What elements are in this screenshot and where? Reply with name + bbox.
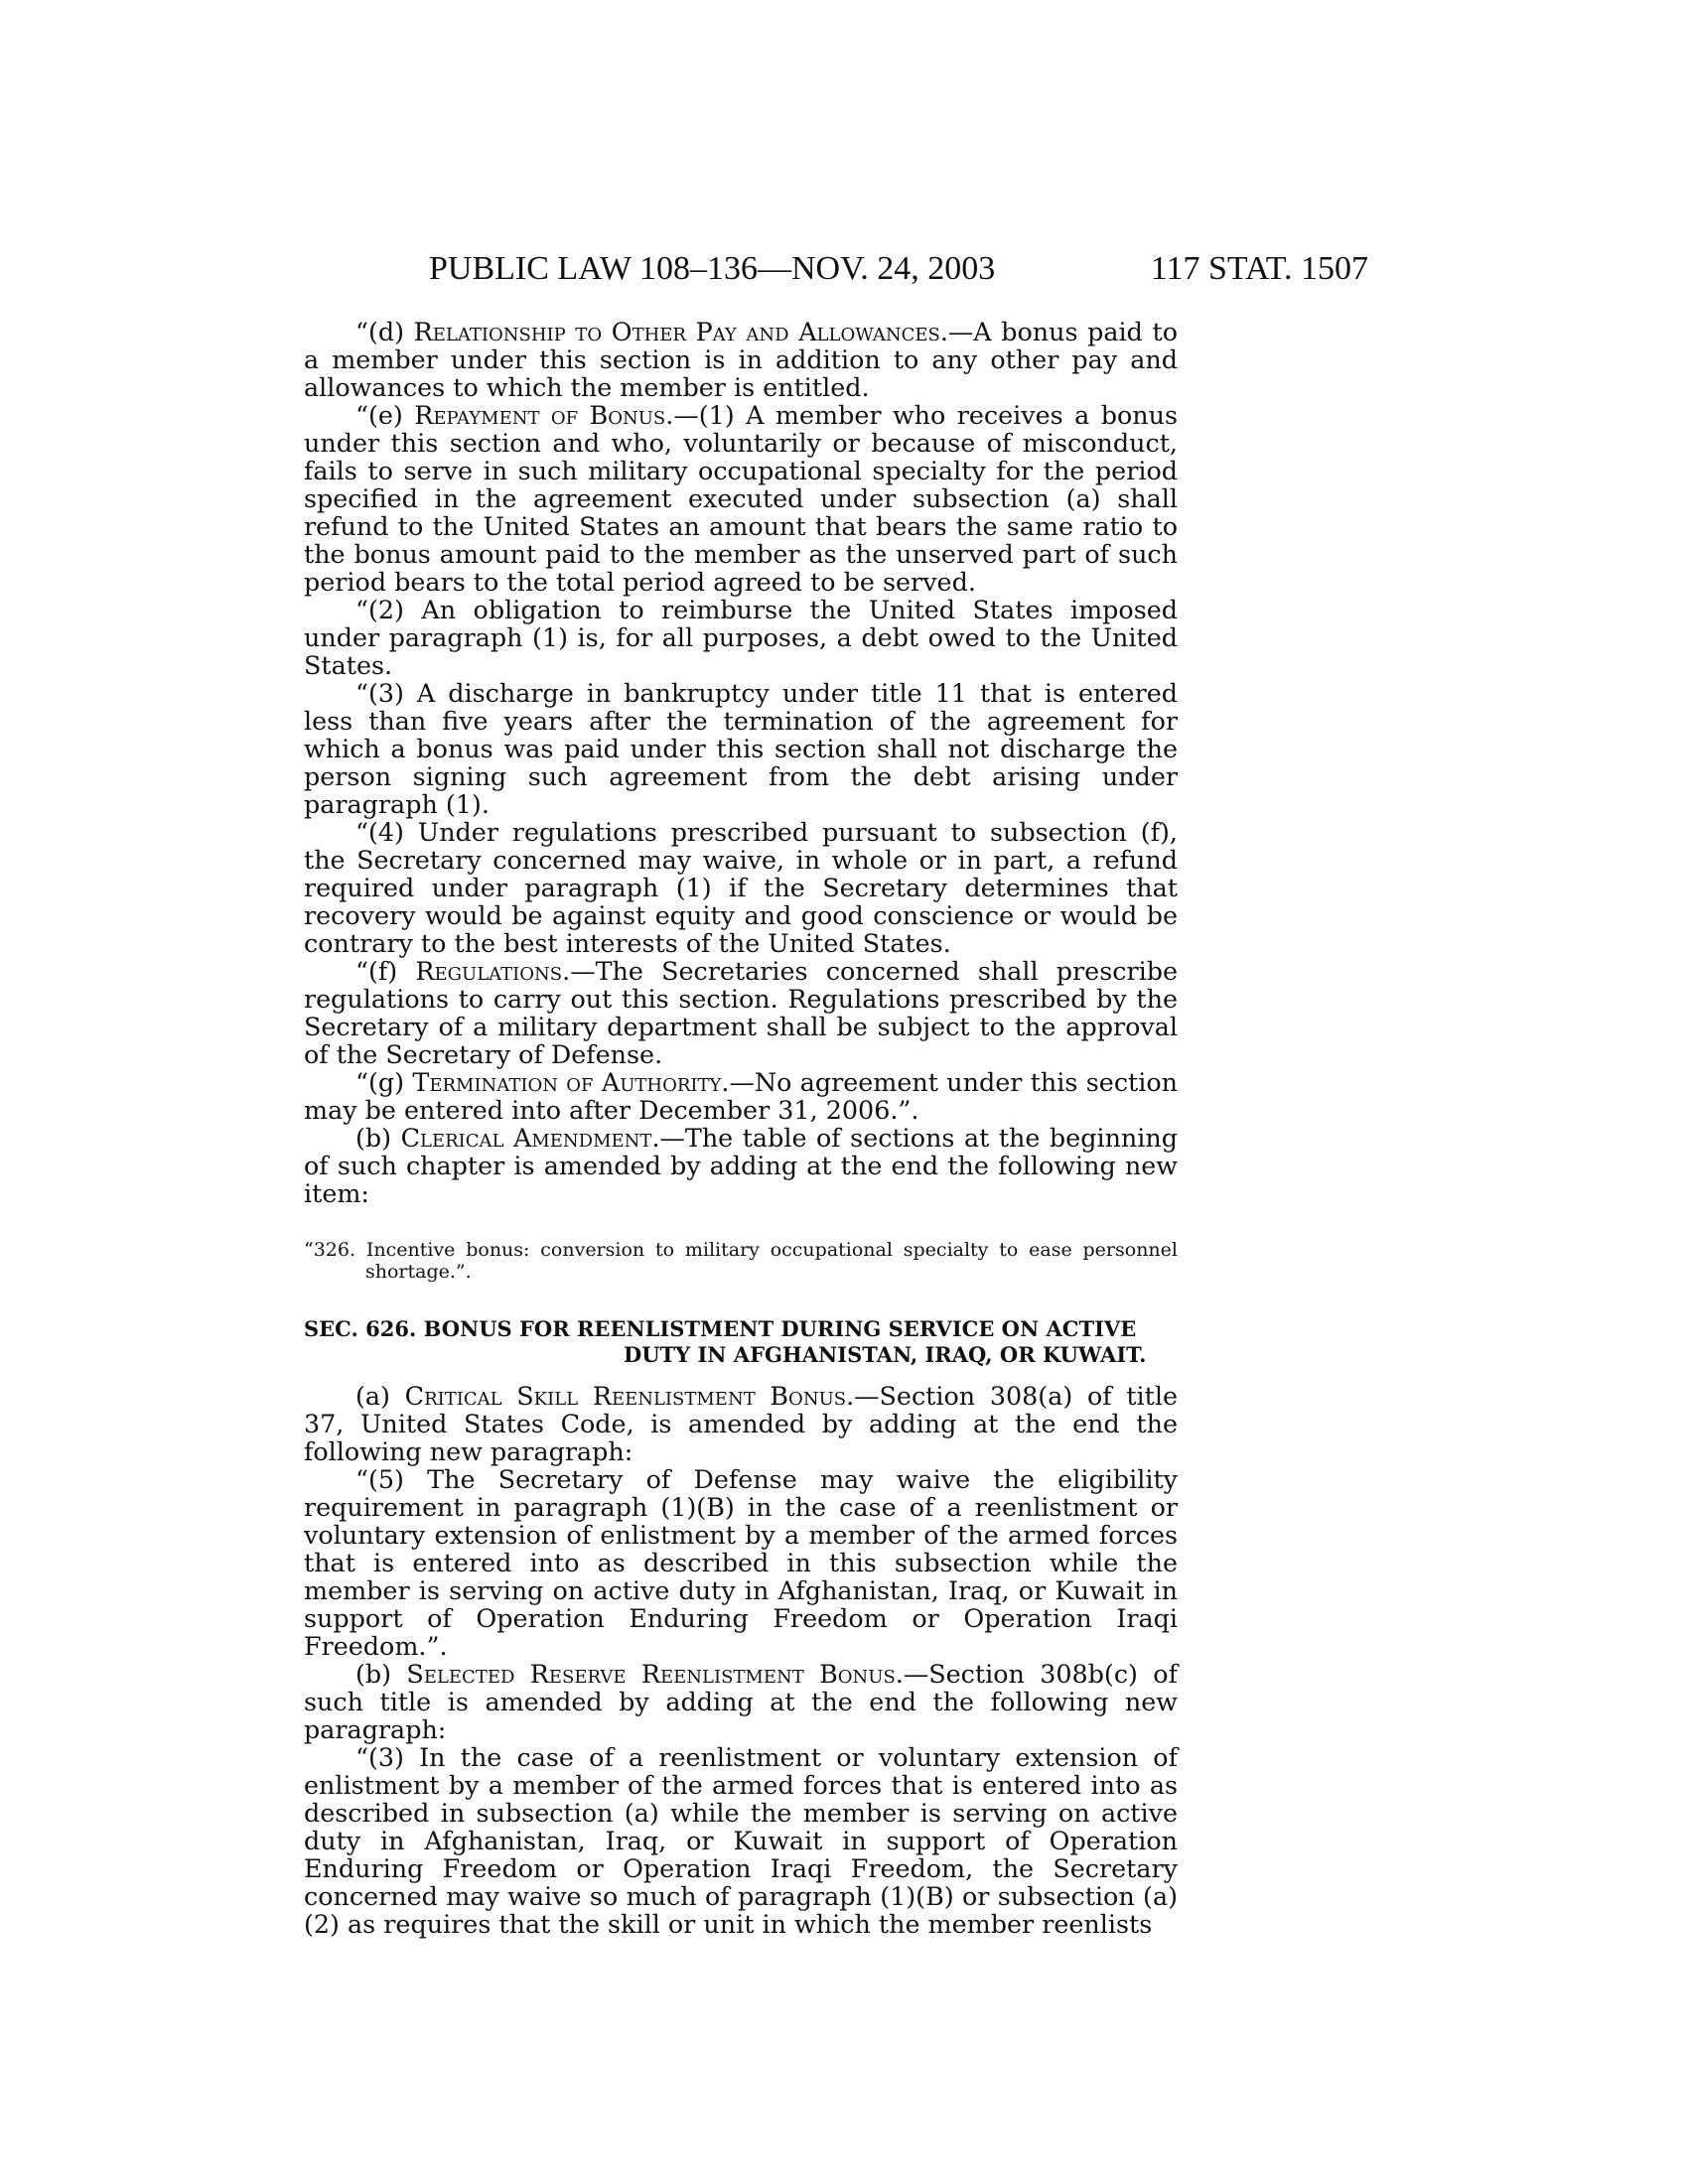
paragraph-e3: “(3) A discharge in bankruptcy under title 11 that is entered less than five years after the termination of the agreement for which a bonus was paid under this section shall not discharge the person signing such agreement from the debt arising under paragraph (1).	[304, 678, 1178, 819]
section-subsection-b: (b) Selected Reserve Reenlistment Bonus.—Section 308b(c) of such title is amended by adding at the end the following new paragraph:	[304, 1659, 1178, 1744]
section-subsection-a: (a) Critical Skill Reenlistment Bonus.—Section 308(a) of title 37, United States Code, is amended by adding at the end the following new paragraph:	[304, 1381, 1178, 1466]
table-of-sections-item: “326. Incentive bonus: conversion to military occupational specialty to ease personnel shortage.”.	[304, 1239, 1178, 1283]
subsection-heading: Repayment of Bonus	[414, 400, 666, 430]
section-paragraph-b3: “(3) In the case of a reenlistment or voluntary extension of enlistment by a member of the armed forces that is entered into as described in subsection (a) while the member is serving on active duty in Afghanistan, Iraq, or Kuwait in support of Operation Enduring Freedom or Operation Iraqi Freedom, the Secretary concerned may waive so much of paragraph (1)(B) or subsection (a)(2) as requires that the skill or unit in which the member reenlists	[304, 1742, 1178, 1939]
statute-page-number: 117 STAT. 1507	[1150, 250, 1368, 287]
section-heading	[304, 1316, 1178, 1368]
subsection-g: “(g) Termination of Authority.—No agreement under this section may be entered into after December 31, 2006.”.	[304, 1067, 1179, 1125]
law-citation: PUBLIC LAW 108–136—NOV. 24, 2003	[429, 250, 996, 287]
subsection-e: “(e) Repayment of Bonus.—(1) A member who receives a bonus under this section and who, voluntarily or because of misconduct, fails to serve in such military occupational specialty for the period specified in the agreement executed under subsection (a) shall refund to the United States an amount that bears the same ratio to the bonus amount paid to the member as the unserved part of such period bears to the total period agreed to be served.	[304, 400, 1178, 597]
subsection-heading: Critical Skill Reenlistment Bonus	[404, 1381, 847, 1411]
section-heading-line2: DUTY IN AFGHANISTAN, IRAQ, OR KUWAIT.	[624, 1342, 1147, 1367]
section-heading-line1: SEC. 626. BONUS FOR REENLISTMENT DURING SERVICE ON ACTIVE	[304, 1316, 1137, 1341]
subsection-f: “(f) Regulations.—The Secretaries concerned shall prescribe regulations to carry out this section. Regulations prescribed by the Secretary of a military department shall be subject to the approval of the Secretary of Defense.	[304, 956, 1178, 1069]
section-paragraph-a5: “(5) The Secretary of Defense may waive the eligibility requirement in paragraph (1)(B) in the case of a reenlistment or voluntary extension of enlistment by a member of the armed forces that is entered into as described in this subsection while the member is serving on active duty in Afghanistan, Iraq, or Kuwait in support of Operation Enduring Freedom or Operation Iraqi Freedom.”.	[304, 1464, 1178, 1661]
subsection-heading: Relationship to Other Pay and Allowances	[413, 317, 940, 346]
paragraph-e4: “(4) Under regulations prescribed pursuant to subsection (f), the Secretary concerned may waive, in whole or in part, a refund required under paragraph (1) if the Secretary determines that recovery would be against equity and good conscience or would be contrary to the best interests of the United States.	[304, 817, 1178, 958]
paragraph-e2: “(2) An obligation to reimburse the United States imposed under paragraph (1) is, for all purposes, a debt owed to the United States.	[304, 595, 1178, 680]
subsection-d: “(d) Relationship to Other Pay and Allowances.—A bonus paid to a member under this section is in addition to any other pay and allowances to which the member is entitled.	[304, 317, 1178, 402]
subsection-heading: Termination of Authority	[412, 1067, 722, 1097]
document-body	[304, 318, 1178, 1938]
subsection-heading: Regulations	[415, 956, 563, 986]
subsection-heading: Selected Reserve Reenlistment Bonus	[406, 1659, 896, 1689]
subsection-b-clerical: (b) Clerical Amendment.—The table of sections at the beginning of such chapter is amended by adding at the end the following new item:	[304, 1123, 1179, 1208]
subsection-heading: Clerical Amendment	[400, 1123, 652, 1153]
